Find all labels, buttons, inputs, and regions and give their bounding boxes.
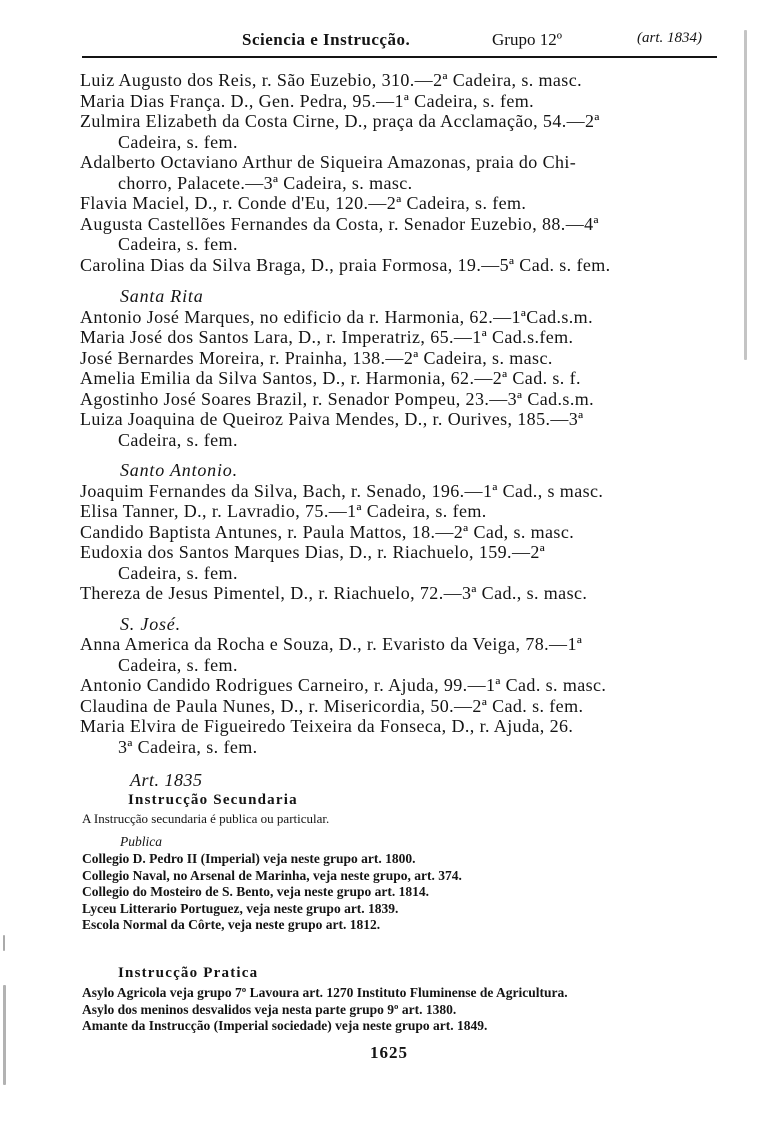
entry	[80, 675, 720, 696]
entry-line: Eudoxia dos Santos Marques Dias, D., r. Riachuelo, 159.—2ª	[80, 542, 546, 562]
entries-santo-antonio	[80, 481, 720, 604]
entry	[80, 152, 720, 193]
entry	[80, 307, 720, 328]
header-article-ref: (art. 1834)	[637, 30, 702, 46]
entry-line: Maria Elvira de Figueiredo Teixeira da Fonseca, D., r. Ajuda, 26.	[80, 716, 574, 736]
entry-line: Luiza Joaquina de Queiroz Paiva Mendes, D., r. Ourives, 185.—3ª	[80, 409, 584, 429]
entry-line: José Bernardes Moreira, r. Prainha, 138.—2ª Cadeira, s. masc.	[80, 347, 553, 368]
list-item: Collegio Naval, no Arsenal de Marinha, veja neste grupo, art. 374.	[82, 867, 462, 883]
entries-sao-jose	[80, 634, 720, 757]
list-item: Lyceu Litterario Portuguez, veja neste grupo art. 1839.	[82, 900, 399, 916]
entry-line: Maria Dias França. D., Gen. Pedra, 95.—1ª Cadeira, s. fem.	[80, 90, 535, 111]
entry	[80, 214, 720, 255]
entry-line: Augusta Castellões Fernandes da Costa, r. Senador Euzebio, 88.—4ª	[80, 213, 599, 234]
heading-instrucao-pratica: Instrucção Pratica	[118, 965, 259, 981]
page-number: 1625	[370, 1043, 408, 1062]
entry	[80, 389, 720, 410]
entry-continuation: Cadeira, s. fem.	[118, 562, 238, 583]
entry	[80, 409, 720, 450]
list-item: Collegio do Mosteiro de S. Bento, veja neste grupo art. 1814.	[82, 884, 429, 899]
list-item: Escola Normal da Côrte, veja neste grupo art. 1812.	[82, 917, 381, 932]
entries-block-1	[80, 70, 720, 275]
entry	[80, 348, 720, 369]
subheading-santa-rita: Santa Rita	[120, 286, 204, 306]
entry-line: Antonio Candido Rodrigues Carneiro, r. Ajuda, 99.—1ª Cad. s. masc.	[80, 675, 607, 695]
entry	[80, 368, 720, 389]
header-rule	[82, 56, 717, 58]
entry-line: Joaquim Fernandes da Silva, Bach, r. Senado, 196.—1ª Cad., s masc.	[80, 480, 604, 501]
entry-line: Zulmira Elizabeth da Costa Cirne, D., praça da Acclamação, 54.—2ª	[80, 111, 600, 131]
entry	[80, 522, 720, 543]
entry	[80, 716, 720, 757]
entry-continuation: 3ª Cadeira, s. fem.	[118, 736, 258, 757]
entry-line: Antonio José Marques, no edificio da r. Harmonia, 62.—1ªCad.s.m.	[80, 306, 593, 327]
entry-line: Carolina Dias da Silva Braga, D., praia Formosa, 19.—5ª Cad. s. fem.	[80, 254, 611, 275]
entry-continuation: Cadeira, s. fem.	[118, 234, 238, 254]
entry	[80, 634, 720, 675]
entry	[80, 481, 720, 502]
entries-column	[80, 70, 720, 757]
entry-line: Luiz Augusto dos Reis, r. São Euzebio, 310.—2ª Cadeira, s. masc.	[80, 70, 583, 90]
entry	[80, 111, 720, 152]
list-item: Collegio D. Pedro II (Imperial) veja neste grupo art. 1800.	[82, 851, 416, 866]
entry-line: Adalberto Octaviano Arthur de Siqueira Amazonas, praia do Chi-	[80, 152, 577, 172]
header-section-title: Sciencia e Instrucção.	[242, 30, 411, 49]
pratica-list	[82, 985, 722, 1035]
entry	[80, 255, 720, 276]
entry	[80, 501, 720, 522]
subheading-sao-jose: S. José.	[120, 613, 181, 634]
entry	[80, 327, 720, 348]
list-item: Amante da Instrucção (Imperial sociedade) veja neste grupo art. 1849.	[82, 1018, 488, 1033]
entry	[80, 696, 720, 717]
entry-line: Elisa Tanner, D., r. Lavradio, 75.—1ª Cadeira, s. fem.	[80, 501, 487, 521]
entry	[80, 583, 720, 604]
scan-mark-right	[744, 30, 747, 360]
entry	[80, 193, 720, 214]
running-header	[82, 30, 712, 54]
scan-mark-left-small	[3, 935, 5, 951]
entry-line: Claudina de Paula Nunes, D., r. Misericordia, 50.—2ª Cad. s. fem.	[80, 695, 584, 716]
entry-continuation: Cadeira, s. fem.	[118, 131, 238, 152]
entry-line: Agostinho José Soares Brazil, r. Senador Pompeu, 23.—3ª Cad.s.m.	[80, 388, 595, 409]
publica-label: Publica	[120, 834, 162, 849]
entry-line: Flavia Maciel, D., r. Conde d'Eu, 120.—2ª Cadeira, s. fem.	[80, 193, 527, 213]
article-1835-title: Art. 1835	[130, 770, 203, 790]
list-item: Asylo Agricola veja grupo 7º Lavoura art. 1270 Instituto Fluminense de Agricultura.	[82, 985, 568, 1000]
entry	[80, 91, 720, 112]
scan-mark-left	[3, 985, 6, 1085]
entry-line: Candido Baptista Antunes, r. Paula Mattos, 18.—2ª Cad, s. masc.	[80, 521, 575, 542]
header-group: Grupo 12º	[492, 30, 562, 49]
secundaria-intro: A Instrucção secundaria é publica ou particular.	[82, 811, 330, 826]
publica-label-row	[82, 834, 722, 851]
entry-continuation: Cadeira, s. fem.	[118, 429, 238, 450]
entry-continuation: Cadeira, s. fem.	[118, 654, 238, 675]
entries-santa-rita	[80, 307, 720, 451]
publica-list	[82, 851, 722, 934]
subheading-santo-antonio: Santo Antonio.	[120, 460, 238, 480]
entry	[80, 70, 720, 91]
entry-line: Maria José dos Santos Lara, D., r. Imperatriz, 65.—1ª Cad.s.fem.	[80, 327, 574, 347]
list-item: Asylo dos meninos desvalidos veja nesta parte grupo 9º art. 1380.	[82, 1001, 457, 1017]
entry-continuation: chorro, Palacete.—3ª Cadeira, s. masc.	[118, 172, 413, 193]
entry-line: Thereza de Jesus Pimentel, D., r. Riachuelo, 72.—3ª Cad., s. masc.	[80, 583, 588, 603]
entry	[80, 542, 720, 583]
entry-line: Amelia Emilia da Silva Santos, D., r. Harmonia, 62.—2ª Cad. s. f.	[80, 368, 581, 388]
heading-instrucao-secundaria: Instrucção Secundaria	[128, 792, 298, 808]
entry-line: Anna America da Rocha e Souza, D., r. Evaristo da Veiga, 78.—1ª	[80, 634, 583, 654]
